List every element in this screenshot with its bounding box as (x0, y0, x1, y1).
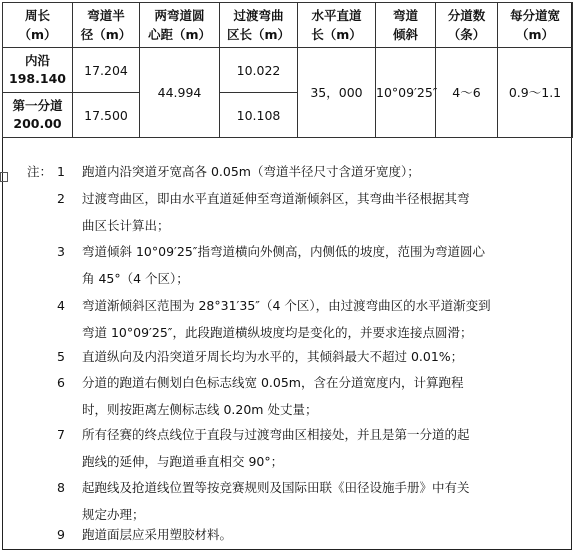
note-item (53, 343, 570, 370)
note-text (82, 421, 570, 475)
cell-radius: 17.500 (73, 93, 140, 138)
header-lane-width: 每分道宽 （m） (498, 3, 573, 48)
note-number: 4 (57, 298, 65, 313)
note-line: 跑线的延伸，与跑道垂直相交 90°； (82, 454, 284, 469)
header-transition-length: 过渡弯曲 区长（m） (220, 3, 298, 48)
note-line: 跑道内沿突道牙宽高各 0.05m（弯道半径尺寸含道牙宽度）； (82, 164, 420, 179)
table-header-row (3, 3, 573, 48)
note-number: 7 (57, 427, 65, 442)
cell-bank: 10°09′25″ (376, 48, 436, 138)
header-curve-radius: 弯道半 径（m） (73, 3, 140, 48)
note-number: 3 (57, 244, 65, 259)
note-line: 角 45°（4 个区）； (82, 271, 189, 286)
note-number: 2 (57, 191, 65, 206)
note-number: 5 (57, 349, 65, 364)
note-item (53, 421, 570, 475)
note-number: 8 (57, 480, 65, 495)
note-text (82, 185, 570, 239)
note-line: 分道的跑道右侧划白色标志线宽 0.05m，含在分道宽度内，计算跑程 (82, 375, 464, 390)
margin-mark (0, 172, 8, 182)
note-item (53, 521, 570, 548)
note-item (53, 158, 570, 185)
table-row (3, 48, 573, 93)
note-line: 曲区长计算出； (82, 218, 170, 233)
note-text (82, 158, 570, 185)
note-text (82, 521, 570, 548)
row-label-inner: 内沿 198.140 (3, 48, 73, 93)
note-line: 过渡弯曲区，即由水平直道延伸至弯道渐倾斜区，其弯曲半径根据其弯 (82, 191, 470, 206)
header-bank: 弯道 倾斜 (376, 3, 436, 48)
note-line: 弯道渐倾斜区范围为 28°31′35″（4 个区），由过渡弯曲区的水平道渐变到 (82, 298, 491, 313)
note-line: 直道纵向及内沿突道牙周长均为水平的，其倾斜最大不超过 0.01%； (82, 349, 464, 364)
cell-transition: 10.108 (220, 93, 298, 138)
cell-straight-length: 35，000 (298, 48, 376, 138)
track-spec-table (2, 2, 573, 138)
header-straight-length: 水平直道 长（m） (298, 3, 376, 48)
cell-transition: 10.022 (220, 48, 298, 93)
note-item (53, 474, 570, 528)
header-lane-count: 分道数 （条） (436, 3, 498, 48)
note-line: 弯道 10°09′25″，此段跑道横纵坡度均是变化的，并要求连接点圆滑； (82, 325, 473, 340)
note-item (53, 238, 570, 292)
cell-radius: 17.204 (73, 48, 140, 93)
cell-lane-width: 0.9～1.1 (498, 48, 573, 138)
header-perimeter: 周长 （m） (3, 3, 73, 48)
note-line: 弯道倾斜 10°09′25″指弯道横向外侧高，内侧低的坡度，范围为弯道圆心 (82, 244, 485, 259)
note-text (82, 292, 570, 346)
note-line: 起跑线及抢道线位置等按竞赛规则及国际田联《田径设施手册》中有关 (82, 480, 470, 495)
notes-prefix: 注： (27, 164, 53, 179)
note-text (82, 238, 570, 292)
header-center-distance: 两弯道圆 心距（m） (140, 3, 220, 48)
note-number: 6 (57, 375, 65, 390)
note-number: 1 (57, 164, 65, 179)
note-line: 规定办理； (82, 507, 145, 522)
cell-lanes: 4～6 (436, 48, 498, 138)
note-line: 跑道面层应采用塑胶材料。 (82, 527, 233, 542)
cell-center-distance: 44.994 (140, 48, 220, 138)
row-label-first-lane: 第一分道 200.00 (3, 93, 73, 138)
note-text (82, 343, 570, 370)
note-item (53, 185, 570, 239)
note-number: 9 (57, 527, 65, 542)
note-item (53, 369, 570, 423)
note-text (82, 369, 570, 423)
note-line: 时，则按距离左侧标志线 0.20m 处丈量； (82, 402, 318, 417)
note-text (82, 474, 570, 528)
note-item (53, 292, 570, 346)
note-line: 所有径赛的终点线位于直段与过渡弯曲区相接处，并且是第一分道的起 (82, 427, 470, 442)
